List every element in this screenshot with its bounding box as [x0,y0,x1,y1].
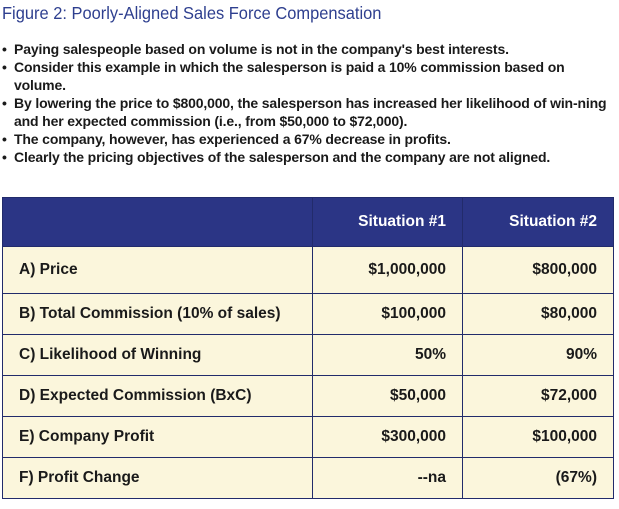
row-label: E) Company Profit [3,417,313,458]
situation-1-value: --na [313,458,463,499]
bullet-text: Clearly the pricing objectives of the salesperson and the company are not aligned. [14,149,551,165]
situation-1-value: $300,000 [313,417,463,458]
row-label: F) Profit Change [3,458,313,499]
table-row [3,247,614,294]
bullet-text: Consider this example in which the salesperson is paid a 10% commission based on volume. [14,59,565,93]
row-label: C) Likelihood of Winning [3,335,313,376]
bullet-item [2,58,614,94]
column-header-situation-1: Situation #1 [313,198,463,247]
table-header-row [3,198,614,247]
bullet-marker: • [2,95,7,111]
table-row [3,294,614,335]
bullet-marker: • [2,41,7,57]
compensation-table [2,197,614,499]
table-row [3,417,614,458]
situation-2-value: $800,000 [463,247,614,294]
bullet-item [2,130,614,148]
row-label: B) Total Commission (10% of sales) [3,294,313,335]
bullet-marker: • [2,59,7,75]
column-header-label [3,198,313,247]
bullet-text: Paying salespeople based on volume is not in the company's best interests. [14,41,509,57]
situation-1-value: $1,000,000 [313,247,463,294]
table-row [3,335,614,376]
bullet-item [2,40,614,58]
column-header-situation-2: Situation #2 [463,198,614,247]
situation-1-value: $100,000 [313,294,463,335]
bullet-item [2,94,614,130]
table-row [3,376,614,417]
row-label: D) Expected Commission (BxC) [3,376,313,417]
situation-2-value: 90% [463,335,614,376]
bullet-text: By lowering the price to $800,000, the salesperson has increased her likelihood of win-ning and her expected commission (i.e., from $50,000 to $72,000). [14,95,607,129]
situation-1-value: 50% [313,335,463,376]
row-label: A) Price [3,247,313,294]
situation-2-value: $72,000 [463,376,614,417]
bullet-item [2,148,614,166]
situation-2-value: $100,000 [463,417,614,458]
situation-2-value: $80,000 [463,294,614,335]
situation-2-value: (67%) [463,458,614,499]
bullet-text: The company, however, has experienced a 67% decrease in profits. [14,131,451,147]
table-row [3,458,614,499]
bullet-marker: • [2,149,7,165]
situation-1-value: $50,000 [313,376,463,417]
bullet-marker: • [2,131,7,147]
figure-title: Figure 2: Poorly-Aligned Sales Force Compensation [2,3,382,23]
bullet-list [2,40,614,166]
